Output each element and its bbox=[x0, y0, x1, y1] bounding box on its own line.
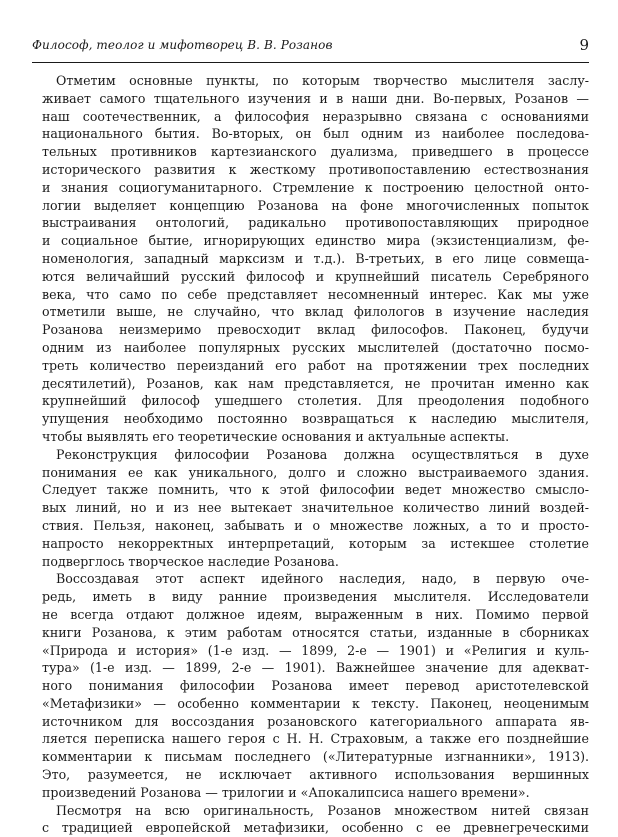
text-line: одним из наиболее популярных русских мыслителей (достаточно посмо- bbox=[42, 339, 589, 355]
text-line: Розанова неизмеримо превосходит вклад философов. Паконец, будучи bbox=[42, 322, 589, 338]
text-line: понимания ее как уникального, долго и сложно выстраиваемого здания. bbox=[42, 464, 589, 480]
text-line: исторического развития к жесткому противопоставлению естествознания bbox=[42, 161, 589, 177]
text-line: Отметим основные пункты, по которым творчество мыслителя заслу- bbox=[56, 73, 589, 88]
text-line: Реконструкция философии Розанова должна осуществляться в духе bbox=[56, 446, 589, 462]
paragraph bbox=[42, 72, 589, 446]
text-line: ются величайший русский философ и крупнейший писатель Серебряного bbox=[42, 268, 589, 284]
text-line: напросто некорректных интерпретаций, которым за истекшее столетие bbox=[42, 535, 589, 551]
page-number: 9 bbox=[579, 36, 589, 54]
text-line: упущения необходимо постоянно возвращаться к наследию мыслителя, bbox=[42, 411, 589, 427]
text-line: треть количество переизданий его работ на протяжении трех последних bbox=[42, 357, 589, 373]
text-line: произведений Розанова — трилогии и «Апокалипсиса нашего времени». bbox=[42, 784, 530, 800]
text-line: ного понимания философии Розанова имеет перевод аристотелевской bbox=[42, 678, 589, 694]
text-line: наш соотечественник, а философия неразрывно связана с основаниями bbox=[42, 108, 589, 124]
text-line: десятилетий), Розанов, как нам представляется, не прочитан именно как bbox=[42, 375, 589, 391]
text-line: отметили выше, не случайно, что вклад филологов в изучение наследия bbox=[42, 304, 589, 320]
text-line: Воссоздавая этот аспект идейного наследия, надо, в первую оче- bbox=[56, 571, 589, 587]
paragraph bbox=[42, 570, 589, 801]
text-line: логии выделяет концепцию Розанова на фоне многочисленных попыток bbox=[42, 197, 589, 213]
text-line: чтобы выявлять его теоретические основания и актуальные аспекты. bbox=[42, 428, 510, 444]
text-line: тура» (1-е изд. — 1899, 2-е — 1901). Важнейшее значение для адекват- bbox=[42, 660, 589, 676]
text-line: Следует также помнить, что к этой философии ведет множество смысло- bbox=[42, 482, 589, 498]
text-line: тельных противников картезианского дуализма, приведшего в процессе bbox=[42, 144, 589, 160]
text-line: века, что само по себе представляет несомненный интерес. Как мы уже bbox=[42, 286, 589, 302]
text-line: и знания социогуманитарного. Стремление к построению целостной онто- bbox=[42, 179, 589, 195]
text-line: живает самого тщательного изучения и в наши дни. Во-первых, Розанов — bbox=[42, 90, 589, 106]
text-line: «Природа и история» (1-е изд. — 1899, 2-е — 1901) и «Религия и куль- bbox=[42, 642, 589, 658]
text-line: номенология, западный марксизм и т.д.). В-третьих, в его лице совмеща- bbox=[42, 250, 589, 266]
text-line: ляется переписка нашего героя с Н. Н. Страховым, а также его позднейшие bbox=[42, 731, 589, 747]
text-line: с традицией европейской метафизики, особенно с ее древнегреческими bbox=[42, 820, 589, 836]
text-line: Песмотря на всю оригинальность, Розанов множеством нитей связан bbox=[56, 802, 589, 818]
text-line: подверглось творческое наследие Розанова. bbox=[42, 553, 339, 569]
paragraph bbox=[42, 446, 589, 571]
running-header bbox=[32, 36, 589, 58]
text-line: не всегда отдают должное идеям, выраженным в них. Помимо первой bbox=[42, 606, 589, 622]
text-line: редь, иметь в виду ранние произведения мыслителя. Исследователи bbox=[42, 589, 589, 605]
running-title: Философ, теолог и мифотворец В. В. Розанов bbox=[32, 38, 333, 52]
body-text bbox=[42, 72, 589, 837]
text-line: «Метафизики» — особенно комментарии к тексту. Паконец, неоценимым bbox=[42, 695, 589, 711]
text-line: и социальное бытие, игнорирующих единство мира (экзистенциализм, фе- bbox=[42, 233, 589, 249]
text-line: крупнейший философ ушедшего столетия. Для преодоления подобного bbox=[42, 393, 589, 409]
text-line: комментарии к письмам последнего («Литературные изгнанники», 1913). bbox=[42, 749, 589, 765]
paragraph bbox=[42, 802, 589, 837]
text-line: национального бытия. Во-вторых, он был одним из наиболее последова- bbox=[42, 126, 589, 142]
text-line: Это, разумеется, не исключает активного использования вершинных bbox=[42, 767, 589, 783]
text-line: ствия. Пельзя, наконец, забывать и о множестве ложных, а то и просто- bbox=[42, 517, 589, 533]
text-line: вых линий, но и из нее вытекает значительное количество линий воздей- bbox=[42, 500, 589, 516]
text-line: книги Розанова, к этим работам относятся статьи, изданные в сборниках bbox=[42, 624, 589, 640]
text-line: источником для воссоздания розановского категориального аппарата яв- bbox=[42, 713, 589, 729]
header-rule bbox=[32, 62, 589, 63]
text-line: выстраивания онтологий, радикально противопоставляющих природное bbox=[42, 215, 589, 231]
